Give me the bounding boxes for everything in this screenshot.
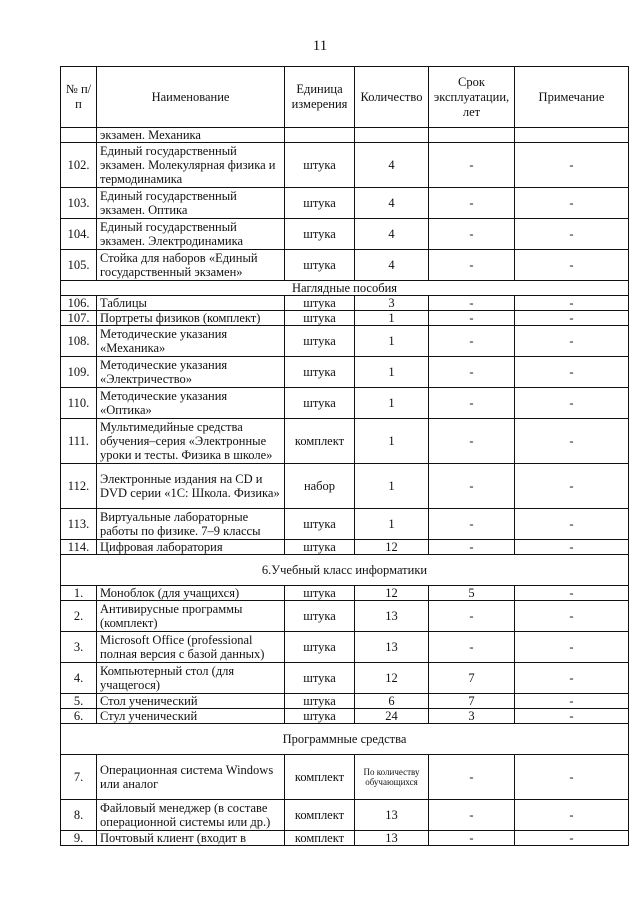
cell-term: 5 bbox=[429, 586, 515, 601]
cell-num: 7. bbox=[61, 755, 97, 800]
cell-term: - bbox=[429, 188, 515, 219]
section-row bbox=[61, 724, 629, 755]
cell-name: Портреты физиков (комплект) bbox=[97, 311, 285, 326]
cell-note: - bbox=[515, 755, 629, 800]
cell-note: - bbox=[515, 663, 629, 694]
cell-term: - bbox=[429, 755, 515, 800]
cell-name: Единый государственный экзамен. Оптика bbox=[97, 188, 285, 219]
cell-term: 7 bbox=[429, 694, 515, 709]
cell-num: 2. bbox=[61, 601, 97, 632]
cell-num: 102. bbox=[61, 143, 97, 188]
cell-num: 5. bbox=[61, 694, 97, 709]
section-title: 6.Учебный класс информатики bbox=[61, 555, 629, 586]
cell-unit: штука bbox=[285, 663, 355, 694]
cell-unit: штука bbox=[285, 509, 355, 540]
cell-name: Электронные издания на CD и DVD серии «1С: Школа. Физика» bbox=[97, 464, 285, 509]
cell-unit: штука bbox=[285, 326, 355, 357]
cell-note: - bbox=[515, 388, 629, 419]
cell-note: - bbox=[515, 188, 629, 219]
section-title: Программные средства bbox=[61, 724, 629, 755]
cell-unit: штука bbox=[285, 311, 355, 326]
cell-note: - bbox=[515, 311, 629, 326]
table-row bbox=[61, 357, 629, 388]
cell-term: - bbox=[429, 388, 515, 419]
cell-note: - bbox=[515, 601, 629, 632]
cell-qty: 1 bbox=[355, 326, 429, 357]
cell-note: - bbox=[515, 357, 629, 388]
cell-num: 3. bbox=[61, 632, 97, 663]
table-row bbox=[61, 388, 629, 419]
cell-term: - bbox=[429, 219, 515, 250]
table-row bbox=[61, 540, 629, 555]
cell-num: 105. bbox=[61, 250, 97, 281]
cell-qty: 13 bbox=[355, 800, 429, 831]
table-row bbox=[61, 709, 629, 724]
cell-num: 109. bbox=[61, 357, 97, 388]
cell-num: 113. bbox=[61, 509, 97, 540]
cell-name: Мультимедийные средства обучения–серия «Электронные уроки и тесты. Физика в школе» bbox=[97, 419, 285, 464]
cell-qty: 13 bbox=[355, 831, 429, 846]
cell-name: Единый государственный экзамен. Молекулярная физика и термодинамика bbox=[97, 143, 285, 188]
table-row bbox=[61, 586, 629, 601]
table-row bbox=[61, 219, 629, 250]
cell-qty: 1 bbox=[355, 357, 429, 388]
cell-term: - bbox=[429, 601, 515, 632]
table-row bbox=[61, 311, 629, 326]
cell-qty: 1 bbox=[355, 464, 429, 509]
cell-unit: штука bbox=[285, 219, 355, 250]
cell-name: Почтовый клиент (входит в bbox=[97, 831, 285, 846]
cell-qty: 24 bbox=[355, 709, 429, 724]
cell-name: Таблицы bbox=[97, 296, 285, 311]
cell-note: - bbox=[515, 464, 629, 509]
cell-unit: штука bbox=[285, 601, 355, 632]
cell-name: Методические указания «Оптика» bbox=[97, 388, 285, 419]
cell-name: Компьютерный стол (для учащегося) bbox=[97, 663, 285, 694]
cell-term: - bbox=[429, 311, 515, 326]
cell-note: - bbox=[515, 632, 629, 663]
cell-qty: 4 bbox=[355, 143, 429, 188]
cell-term: - bbox=[429, 250, 515, 281]
cell-num: 104. bbox=[61, 219, 97, 250]
cell-num bbox=[61, 128, 97, 143]
table-row bbox=[61, 326, 629, 357]
cell-note: - bbox=[515, 219, 629, 250]
cell-qty: 13 bbox=[355, 632, 429, 663]
cell-note: - bbox=[515, 540, 629, 555]
cell-qty: 12 bbox=[355, 586, 429, 601]
cell-unit: штука bbox=[285, 357, 355, 388]
cell-unit: штука bbox=[285, 388, 355, 419]
cell-unit: штука bbox=[285, 250, 355, 281]
cell-num: 8. bbox=[61, 800, 97, 831]
cell-term bbox=[429, 128, 515, 143]
cell-name: Антивирусные программы (комплект) bbox=[97, 601, 285, 632]
cell-name: Методические указания «Механика» bbox=[97, 326, 285, 357]
table-header-row bbox=[61, 67, 629, 128]
header-num: № п/п bbox=[61, 67, 97, 128]
cell-unit: штука bbox=[285, 709, 355, 724]
cell-term: - bbox=[429, 357, 515, 388]
cell-qty: 12 bbox=[355, 663, 429, 694]
cell-name: Методические указания «Электричество» bbox=[97, 357, 285, 388]
cell-num: 111. bbox=[61, 419, 97, 464]
cell-term: 7 bbox=[429, 663, 515, 694]
cell-term: - bbox=[429, 831, 515, 846]
cell-name: Единый государственный экзамен. Электродинамика bbox=[97, 219, 285, 250]
cell-unit: штука bbox=[285, 296, 355, 311]
section-title: Наглядные пособия bbox=[61, 281, 629, 296]
cell-unit: штука bbox=[285, 143, 355, 188]
cell-qty: 6 bbox=[355, 694, 429, 709]
cell-qty: По количеству обучающихся bbox=[355, 755, 429, 800]
cell-name: Виртуальные лабораторные работы по физике. 7–9 классы bbox=[97, 509, 285, 540]
header-name: Наименование bbox=[97, 67, 285, 128]
cell-name: Стол ученический bbox=[97, 694, 285, 709]
table-body bbox=[61, 128, 629, 846]
cell-name: экзамен. Механика bbox=[97, 128, 285, 143]
cell-num: 106. bbox=[61, 296, 97, 311]
cell-num: 112. bbox=[61, 464, 97, 509]
cell-term: - bbox=[429, 419, 515, 464]
cell-note: - bbox=[515, 326, 629, 357]
cell-qty: 12 bbox=[355, 540, 429, 555]
cell-note: - bbox=[515, 800, 629, 831]
header-qty: Количество bbox=[355, 67, 429, 128]
cell-term: - bbox=[429, 296, 515, 311]
cell-unit: штука bbox=[285, 694, 355, 709]
table-row bbox=[61, 128, 629, 143]
table-row bbox=[61, 831, 629, 846]
cell-unit: комплект bbox=[285, 800, 355, 831]
cell-term: - bbox=[429, 326, 515, 357]
cell-term: - bbox=[429, 800, 515, 831]
cell-note: - bbox=[515, 694, 629, 709]
cell-qty: 13 bbox=[355, 601, 429, 632]
cell-num: 1. bbox=[61, 586, 97, 601]
cell-qty: 4 bbox=[355, 219, 429, 250]
cell-num: 114. bbox=[61, 540, 97, 555]
cell-name: Цифровая лаборатория bbox=[97, 540, 285, 555]
section-row bbox=[61, 281, 629, 296]
cell-unit: штука bbox=[285, 540, 355, 555]
cell-name: Microsoft Office (professional полная версия с базой данных) bbox=[97, 632, 285, 663]
table-row bbox=[61, 663, 629, 694]
cell-unit: комплект bbox=[285, 755, 355, 800]
cell-note bbox=[515, 128, 629, 143]
cell-qty bbox=[355, 128, 429, 143]
cell-term: - bbox=[429, 540, 515, 555]
cell-note: - bbox=[515, 709, 629, 724]
cell-qty: 1 bbox=[355, 419, 429, 464]
cell-unit: комплект bbox=[285, 831, 355, 846]
table-row bbox=[61, 464, 629, 509]
cell-note: - bbox=[515, 831, 629, 846]
table-row bbox=[61, 632, 629, 663]
cell-num: 107. bbox=[61, 311, 97, 326]
header-note: Примечание bbox=[515, 67, 629, 128]
cell-name: Стойка для наборов «Единый государственный экзамен» bbox=[97, 250, 285, 281]
cell-term: - bbox=[429, 464, 515, 509]
cell-qty: 4 bbox=[355, 188, 429, 219]
equipment-table bbox=[60, 66, 629, 846]
cell-note: - bbox=[515, 586, 629, 601]
cell-unit: комплект bbox=[285, 419, 355, 464]
table-row bbox=[61, 694, 629, 709]
cell-num: 4. bbox=[61, 663, 97, 694]
table-row bbox=[61, 143, 629, 188]
table-row bbox=[61, 509, 629, 540]
cell-qty: 1 bbox=[355, 311, 429, 326]
cell-qty: 4 bbox=[355, 250, 429, 281]
cell-qty: 1 bbox=[355, 509, 429, 540]
table-row bbox=[61, 188, 629, 219]
cell-name: Моноблок (для учащихся) bbox=[97, 586, 285, 601]
table-row bbox=[61, 755, 629, 800]
cell-num: 110. bbox=[61, 388, 97, 419]
cell-unit: штука bbox=[285, 188, 355, 219]
table-row bbox=[61, 601, 629, 632]
cell-name: Операционная система Windows или аналог bbox=[97, 755, 285, 800]
header-unit: Единица измерения bbox=[285, 67, 355, 128]
cell-note: - bbox=[515, 143, 629, 188]
header-term: Срок эксплуатации, лет bbox=[429, 67, 515, 128]
cell-num: 6. bbox=[61, 709, 97, 724]
cell-num: 108. bbox=[61, 326, 97, 357]
table-row bbox=[61, 800, 629, 831]
table-row bbox=[61, 250, 629, 281]
cell-num: 9. bbox=[61, 831, 97, 846]
cell-note: - bbox=[515, 250, 629, 281]
cell-note: - bbox=[515, 509, 629, 540]
cell-name: Файловый менеджер (в составе операционной системы или др.) bbox=[97, 800, 285, 831]
cell-term: - bbox=[429, 509, 515, 540]
cell-unit bbox=[285, 128, 355, 143]
cell-unit: штука bbox=[285, 586, 355, 601]
cell-num: 103. bbox=[61, 188, 97, 219]
cell-unit: штука bbox=[285, 632, 355, 663]
cell-qty: 3 bbox=[355, 296, 429, 311]
section-row bbox=[61, 555, 629, 586]
table-row bbox=[61, 419, 629, 464]
cell-name: Стул ученический bbox=[97, 709, 285, 724]
table-row bbox=[61, 296, 629, 311]
page-number: 11 bbox=[312, 38, 328, 54]
cell-term: 3 bbox=[429, 709, 515, 724]
cell-note: - bbox=[515, 419, 629, 464]
cell-qty: 1 bbox=[355, 388, 429, 419]
cell-term: - bbox=[429, 632, 515, 663]
cell-note: - bbox=[515, 296, 629, 311]
cell-unit: набор bbox=[285, 464, 355, 509]
cell-term: - bbox=[429, 143, 515, 188]
